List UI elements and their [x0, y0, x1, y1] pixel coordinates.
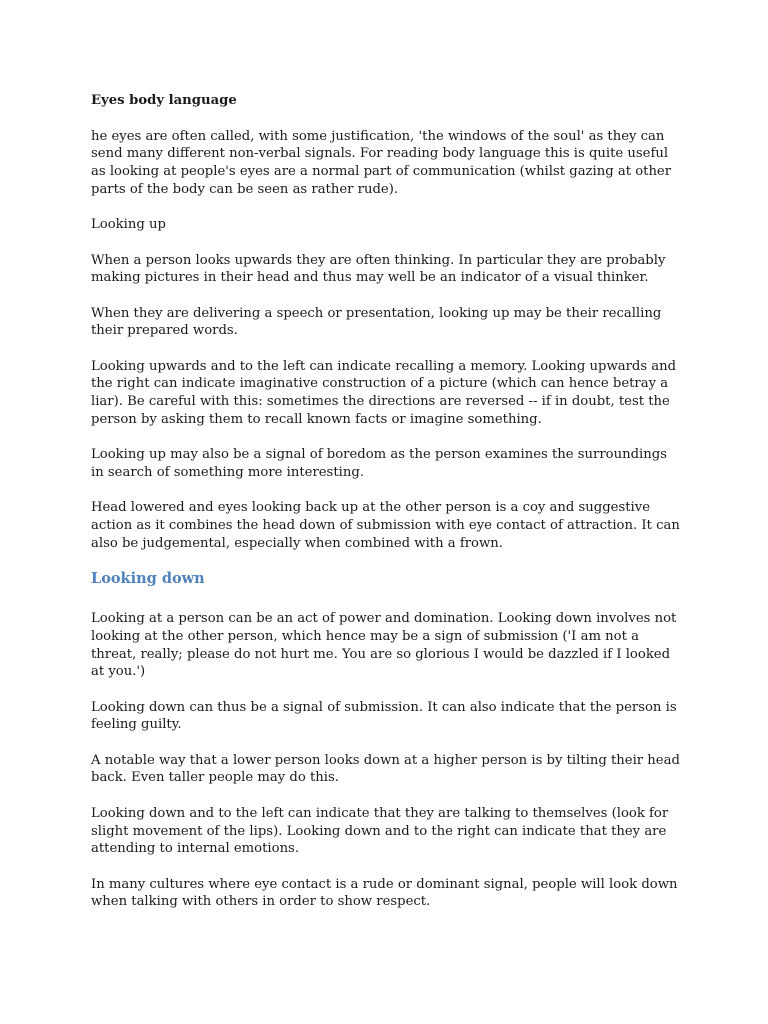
looking-up-paragraph-2: When they are delivering a speech or presentation, looking up may be their recalling their prepared words. — [91, 305, 662, 339]
looking-up-heading: Looking up — [91, 217, 166, 233]
looking-down-paragraph-1: Looking at a person can be an act of power and domination. Looking down involves not looking at the other person, which hence may be a sign of submission ('I am not a threat, really; please do not hurt me. You are so glorious I would be dazzled if I looked at you.') — [91, 611, 677, 680]
looking-up-paragraph-1: When a person looks upwards they are often thinking. In particular they are probably making pictures in their head and thus may well be an indicator of a visual thinker. — [91, 252, 666, 286]
looking-down-paragraph-3: A notable way that a lower person looks down at a higher person is by tilting their head back. Even taller people may do this. — [91, 752, 680, 786]
looking-down-heading: Looking down — [91, 570, 205, 588]
looking-down-paragraph-4: Looking down and to the left can indicate that they are talking to themselves (look for slight movement of the lips). Looking down and to the right can indicate that they are attending to internal emotions. — [91, 805, 669, 857]
looking-down-paragraph-2: Looking down can thus be a signal of submission. It can also indicate that the person is feeling guilty. — [91, 699, 677, 733]
looking-down-paragraph-5: In many cultures where eye contact is a rude or dominant signal, people will look down when talking with others in order to show respect. — [91, 876, 678, 910]
document-page — [91, 92, 681, 929]
looking-up-paragraph-5: Head lowered and eyes looking back up at the other person is a coy and suggestive action as it combines the head down of submission with eye contact of attraction. It can also be judgemental, especially when combined with a frown. — [91, 500, 680, 551]
looking-up-paragraph-3: Looking upwards and to the left can indicate recalling a memory. Looking upwards and the right can indicate imaginative construction of a picture (which can hence betray a liar). Be careful with this: sometimes the directions are reversed -- if in doubt, test the person by asking them to recall known facts or imagine something. — [91, 358, 677, 427]
looking-up-paragraph-4: Looking up may also be a signal of boredom as the person examines the surroundings in search of something more interesting. — [91, 447, 667, 480]
document-title: Eyes body language — [91, 93, 237, 108]
intro-paragraph: he eyes are often called, with some justification, 'the windows of the soul' as they can send many different non-verbal signals. For reading body language this is quite useful as looking at people's eyes are a normal part of communication (whilst gazing at other parts of the body can be seen as rather rude). — [91, 128, 672, 197]
